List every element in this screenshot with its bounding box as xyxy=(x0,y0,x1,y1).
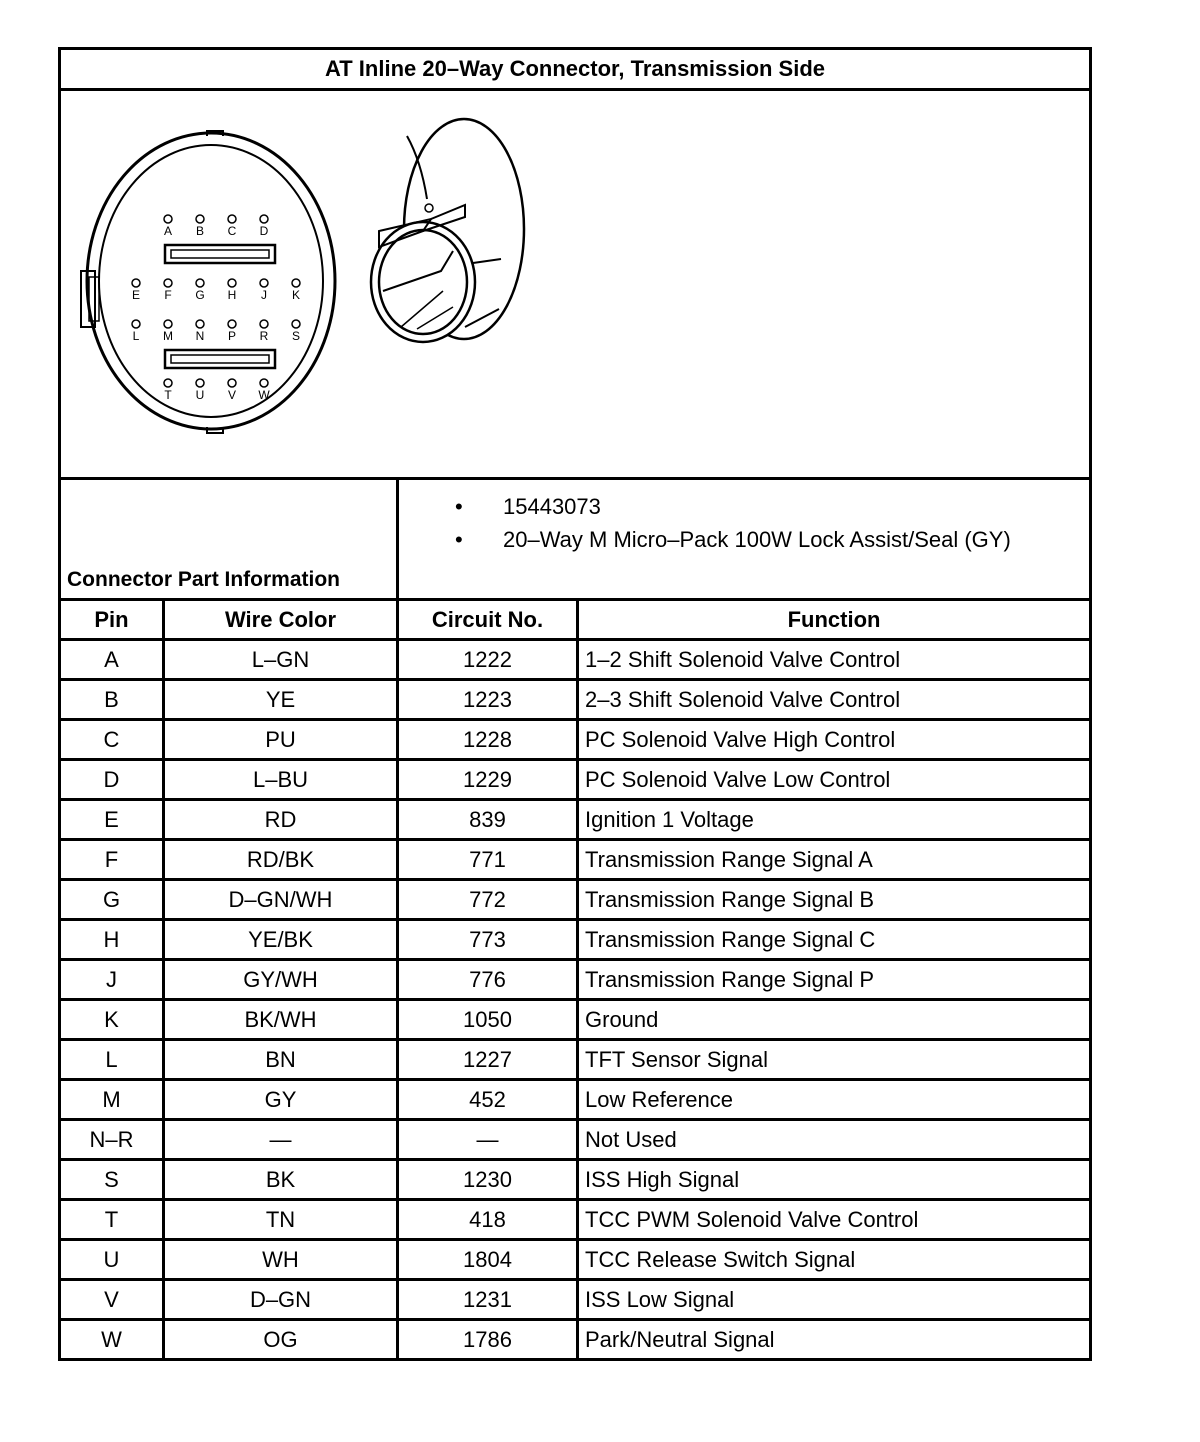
pin-p-contact xyxy=(228,320,236,328)
pin-j-label: J xyxy=(261,288,267,302)
circuit-cell: 1227 xyxy=(398,1040,578,1080)
wire-color-cell: BK/WH xyxy=(164,1000,398,1040)
pin-r-contact xyxy=(260,320,268,328)
table-row xyxy=(60,1080,1091,1120)
pin-m-contact xyxy=(164,320,172,328)
function-cell: PC Solenoid Valve Low Control xyxy=(578,760,1091,800)
wire-color-cell: PU xyxy=(164,720,398,760)
header-circuit: Circuit No. xyxy=(398,600,578,640)
table-row xyxy=(60,920,1091,960)
circuit-cell: 772 xyxy=(398,880,578,920)
pin-s-label: S xyxy=(291,329,301,343)
circuit-cell: 1230 xyxy=(398,1160,578,1200)
pin-l-label: L xyxy=(132,329,140,343)
table-row xyxy=(60,760,1091,800)
pin-cell: G xyxy=(60,880,164,920)
function-cell: Transmission Range Signal P xyxy=(578,960,1091,1000)
pin-cell: T xyxy=(60,1200,164,1240)
part-number: • 15443073 xyxy=(399,490,1089,523)
circuit-cell: 1050 xyxy=(398,1000,578,1040)
pin-cell: A xyxy=(60,640,164,680)
table-row xyxy=(60,880,1091,920)
function-cell: TCC Release Switch Signal xyxy=(578,1240,1091,1280)
pin-f-contact xyxy=(164,279,172,287)
wire-color-cell: TN xyxy=(164,1200,398,1240)
wire-color-cell: — xyxy=(164,1120,398,1160)
function-cell: Park/Neutral Signal xyxy=(578,1320,1091,1360)
table-row xyxy=(60,1280,1091,1320)
wire-color-cell: RD/BK xyxy=(164,840,398,880)
connector-sheet xyxy=(58,47,1089,1361)
pin-cell: E xyxy=(60,800,164,840)
pin-a-contact xyxy=(164,215,172,223)
pin-cell: B xyxy=(60,680,164,720)
pin-r-label: R xyxy=(259,329,269,343)
pin-v-contact xyxy=(228,379,236,387)
table-row xyxy=(60,1040,1091,1080)
pin-w-contact xyxy=(260,379,268,387)
wire-color-cell: D–GN xyxy=(164,1280,398,1320)
pin-m-label: M xyxy=(163,329,173,343)
function-cell: Ignition 1 Voltage xyxy=(578,800,1091,840)
table-row xyxy=(60,680,1091,720)
circuit-cell: 776 xyxy=(398,960,578,1000)
pin-s-contact xyxy=(292,320,300,328)
function-cell: Ground xyxy=(578,1000,1091,1040)
table-row xyxy=(60,1240,1091,1280)
pin-g-label: G xyxy=(195,288,205,302)
table-row xyxy=(60,800,1091,840)
circuit-cell: 771 xyxy=(398,840,578,880)
pin-b-label: B xyxy=(195,224,205,238)
part-description: • 20–Way M Micro–Pack 100W Lock Assist/Seal (GY) xyxy=(399,523,1089,556)
function-cell: TFT Sensor Signal xyxy=(578,1040,1091,1080)
pin-n-contact xyxy=(196,320,204,328)
pin-cell: M xyxy=(60,1080,164,1120)
pin-cell: K xyxy=(60,1000,164,1040)
pin-b-contact xyxy=(196,215,204,223)
table-row xyxy=(60,960,1091,1000)
pin-j-contact xyxy=(260,279,268,287)
pin-n-label: N xyxy=(195,329,205,343)
circuit-cell: — xyxy=(398,1120,578,1160)
pin-d-label: D xyxy=(259,224,269,238)
page-title: AT Inline 20–Way Connector, Transmission Side xyxy=(60,49,1091,90)
table-row xyxy=(60,1200,1091,1240)
wire-color-cell: WH xyxy=(164,1240,398,1280)
pin-a-label: A xyxy=(163,224,173,238)
function-cell: 1–2 Shift Solenoid Valve Control xyxy=(578,640,1091,680)
pin-cell: S xyxy=(60,1160,164,1200)
table-row xyxy=(60,1120,1091,1160)
header-wire-color: Wire Color xyxy=(164,600,398,640)
circuit-cell: 1229 xyxy=(398,760,578,800)
circuit-cell: 1804 xyxy=(398,1240,578,1280)
pin-h-label: H xyxy=(227,288,237,302)
function-cell: PC Solenoid Valve High Control xyxy=(578,720,1091,760)
function-cell: Not Used xyxy=(578,1120,1091,1160)
pin-cell: W xyxy=(60,1320,164,1360)
wire-color-cell: L–GN xyxy=(164,640,398,680)
pin-h-contact xyxy=(228,279,236,287)
table-row xyxy=(60,1000,1091,1040)
pin-l-contact xyxy=(132,320,140,328)
pin-c-label: C xyxy=(227,224,237,238)
pin-cell: F xyxy=(60,840,164,880)
pin-u-label: U xyxy=(195,388,205,402)
circuit-cell: 1222 xyxy=(398,640,578,680)
pin-t-label: T xyxy=(164,388,172,402)
connector-body-drawing xyxy=(371,119,524,342)
table-row xyxy=(60,720,1091,760)
pin-f-label: F xyxy=(164,288,172,302)
pin-g-contact xyxy=(196,279,204,287)
pin-k-contact xyxy=(292,279,300,287)
part-info-list xyxy=(398,479,1091,600)
pin-u-contact xyxy=(196,379,204,387)
table-row xyxy=(60,1320,1091,1360)
wire-color-cell: RD xyxy=(164,800,398,840)
table-row xyxy=(60,840,1091,880)
function-cell: Low Reference xyxy=(578,1080,1091,1120)
table-body xyxy=(60,640,1091,1360)
wire-color-cell: L–BU xyxy=(164,760,398,800)
connector-pins xyxy=(132,215,300,402)
pin-v-label: V xyxy=(227,388,237,402)
wire-color-cell: BK xyxy=(164,1160,398,1200)
function-cell: ISS High Signal xyxy=(578,1160,1091,1200)
circuit-cell: 418 xyxy=(398,1200,578,1240)
wire-color-cell: BN xyxy=(164,1040,398,1080)
function-cell: TCC PWM Solenoid Valve Control xyxy=(578,1200,1091,1240)
pin-e-contact xyxy=(132,279,140,287)
pin-w-label: W xyxy=(258,388,270,402)
circuit-cell: 1786 xyxy=(398,1320,578,1360)
table-row xyxy=(60,640,1091,680)
pin-k-label: K xyxy=(291,288,301,302)
function-cell: 2–3 Shift Solenoid Valve Control xyxy=(578,680,1091,720)
pin-cell: J xyxy=(60,960,164,1000)
connector-table xyxy=(58,47,1092,1361)
header-pin: Pin xyxy=(60,600,164,640)
header-function: Function xyxy=(578,600,1091,640)
pin-d-contact xyxy=(260,215,268,223)
wire-color-cell: D–GN/WH xyxy=(164,880,398,920)
pin-c-contact xyxy=(228,215,236,223)
wire-color-cell: YE xyxy=(164,680,398,720)
wire-color-cell: GY/WH xyxy=(164,960,398,1000)
pin-cell: V xyxy=(60,1280,164,1320)
circuit-cell: 839 xyxy=(398,800,578,840)
pin-p-label: P xyxy=(227,329,237,343)
circuit-cell: 1231 xyxy=(398,1280,578,1320)
pin-t-contact xyxy=(164,379,172,387)
circuit-cell: 1223 xyxy=(398,680,578,720)
circuit-cell: 1228 xyxy=(398,720,578,760)
table-row xyxy=(60,1160,1091,1200)
function-cell: Transmission Range Signal C xyxy=(578,920,1091,960)
pin-cell: C xyxy=(60,720,164,760)
function-cell: ISS Low Signal xyxy=(578,1280,1091,1320)
pin-cell: N–R xyxy=(60,1120,164,1160)
pin-cell: U xyxy=(60,1240,164,1280)
pin-e-label: E xyxy=(131,288,141,302)
circuit-cell: 452 xyxy=(398,1080,578,1120)
connector-drawing xyxy=(61,91,1086,477)
part-info-label: Connector Part Information xyxy=(60,479,398,600)
function-cell: Transmission Range Signal A xyxy=(578,840,1091,880)
function-cell: Transmission Range Signal B xyxy=(578,880,1091,920)
pin-cell: H xyxy=(60,920,164,960)
wire-color-cell: OG xyxy=(164,1320,398,1360)
connector-illustration xyxy=(60,90,1091,479)
table-header-row xyxy=(60,600,1091,640)
wire-color-cell: YE/BK xyxy=(164,920,398,960)
pin-cell: D xyxy=(60,760,164,800)
pin-cell: L xyxy=(60,1040,164,1080)
connector-face xyxy=(81,131,335,433)
wire-color-cell: GY xyxy=(164,1080,398,1120)
circuit-cell: 773 xyxy=(398,920,578,960)
